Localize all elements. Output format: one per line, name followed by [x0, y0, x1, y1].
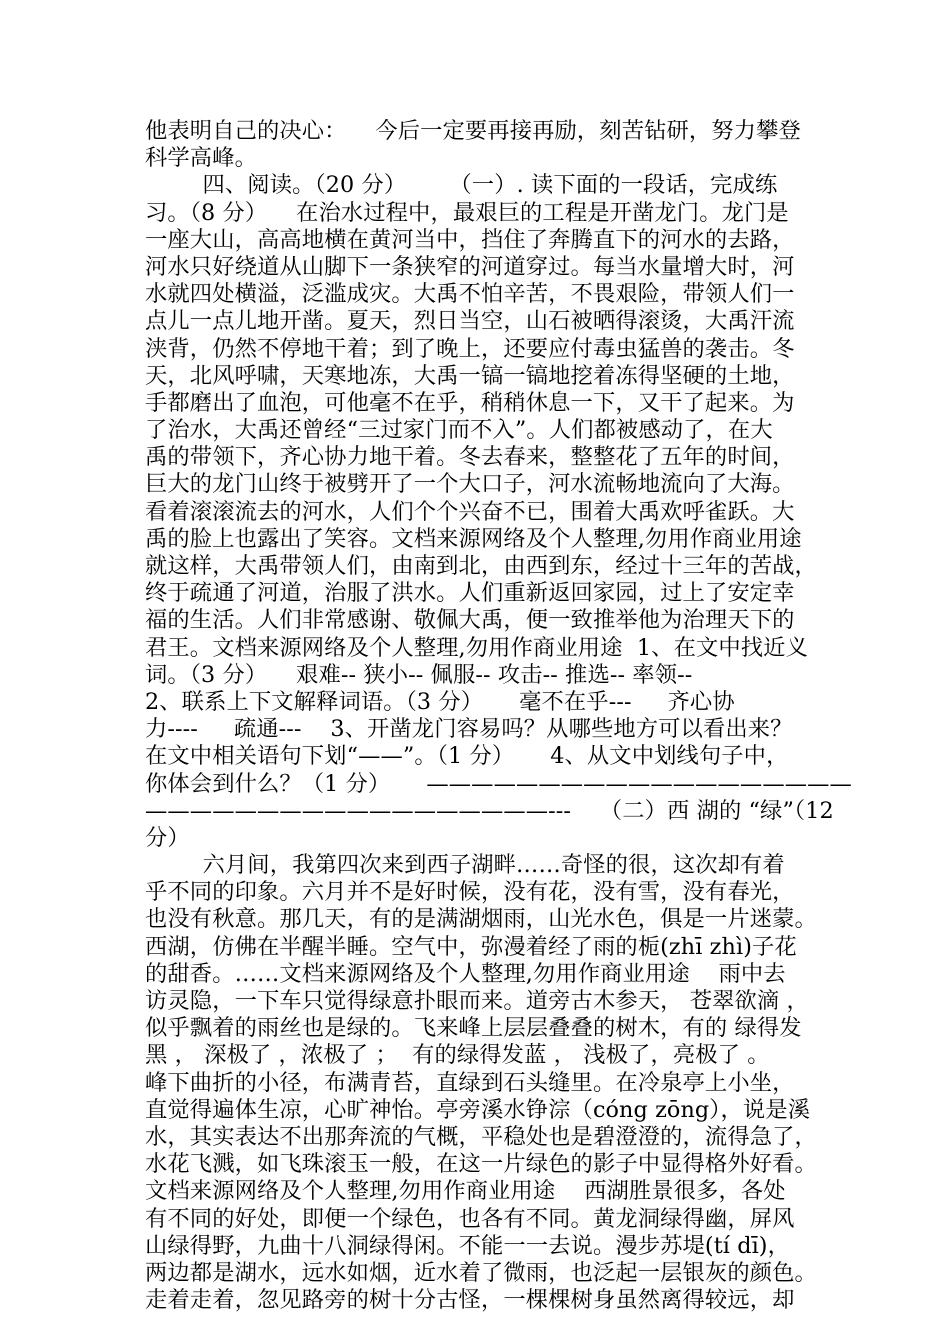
text-line: 水花飞溅，如飞珠滚玉一般，在这一片绿色的影子中显得格外好看。 — [145, 1151, 817, 1178]
text-line: 水就四处横溢，泛滥成灾。大禹不怕辛苦，不畏艰险，带领人们一 — [145, 281, 795, 308]
text-line: 习。（8 分） 在治水过程中，最艰巨的工程是开凿龙门。龙门是 — [145, 199, 789, 226]
text-line: 浃背，仍然不停地干着；到了晚上，还要应付毒虫猛兽的袭击。冬 — [145, 335, 795, 362]
text-line: 似乎飘着的雨丝也是绿的。飞来峰上层层叠叠的树木，有的 绿得发 — [145, 1015, 802, 1042]
text-line: 一座大山，高高地横在黄河当中，挡住了奔腾直下的河水的去路， — [145, 226, 795, 253]
text-line: 科学高峰。 — [145, 145, 257, 172]
text-line: 直觉得遍体生凉，心旷神怡。亭旁溪水铮淙（cóng zōng），说是溪 — [145, 1096, 811, 1123]
text-line: 分） — [145, 824, 190, 851]
text-line — [145, 1314, 815, 1341]
text-line: 终于疏通了河道，治服了洪水。人们重新返回家园，过上了安定幸 — [145, 580, 795, 607]
text-line: 巨大的龙门山终于被劈开了一个大口子，河水流畅地流向了大海。 — [145, 471, 795, 498]
text-line: 访灵隐，一下车只觉得绿意扑眼而来。道旁古木参天， 苍翠欲滴 ， — [145, 988, 809, 1014]
question-line: 词。（3 分） 艰难-- 狭小-- 佩服-- 攻击-- 推选-- 率领-- — [145, 661, 693, 688]
text-line: 两边都是湖水，远水如烟，近水着了微雨，也泛起一层银灰的颜色。 — [145, 1259, 817, 1286]
text-line: 有不同的好处，即便一个绿色，也各有不同。黄龙洞绿得幽，屏风 — [145, 1205, 795, 1232]
text-line: 峰下曲折的小径，布满青苔，直绿到石头缝里。在冷泉亭上小坐， — [145, 1069, 795, 1096]
text-line: 文档来源网络及个人整理,勿用作商业用途 西湖胜景很多，各处 — [145, 1178, 786, 1205]
text-line: 乎不同的印象。六月并不是好时候，没有花，没有雪，没有春光， — [145, 879, 795, 906]
question-line: 2、联系上下文解释词语。（3 分） 毫不在乎--- 齐心协 — [145, 688, 735, 715]
text-line: 禹的带领下，齐心协力地干着。冬去春来，整整花了五年的时间， — [145, 444, 795, 471]
section-heading-line: ——————————————————--- （二）西 湖的 “绿”（12 — [145, 797, 834, 824]
text-line: 黑 ， 深极了 ，浓极了 ； 有的绿得发蓝 ， 浅极了，亮极了 。 — [145, 1042, 770, 1069]
text-line: 手都磨出了血泡，可他毫不在乎，稍稍休息一下，又干了起来。为 — [145, 389, 795, 416]
text-line: 也没有秋意。那几天，有的是满湖烟雨，山光水色，俱是一片迷蒙。 — [145, 906, 817, 933]
text-line: 福的生活。人们非常感谢、敬佩大禹，便一致推举他为治理天下的 — [145, 607, 795, 634]
text-line: 西湖，仿佛在半醒半睡。空气中，弥漫着经了雨的栀(zhī zhì)子花 — [145, 933, 797, 960]
question-line: 在文中相关语句下划“——”。（1 分） 4、从文中划线句子中， — [145, 743, 789, 770]
question-line: 力---- 疏通--- 3、开凿龙门容易吗？从哪些地方可以看出来？ — [145, 716, 793, 743]
text-line: 山绿得野，九曲十八洞绿得闲。不能一一去说。漫步苏堤(tí dī)， — [145, 1232, 790, 1259]
text-line: 天，北风呼啸，天寒地冻，大禹一镐一镐地挖着冻得坚硬的土地， — [145, 362, 795, 389]
text-line: 看着滚滚流去的河水，人们个个兴奋不已，围着大禹欢呼雀跃。大 — [145, 498, 795, 525]
text-line: 就这样，大禹带领人们，由南到北，由西到东，经过十三年的苦战， — [145, 553, 817, 579]
text-line: 君王。文档来源网络及个人整理,勿用作商业用途 1、在文中找近义 — [145, 634, 808, 661]
document-page — [145, 118, 852, 1341]
text-line: 河水只好绕道从山脚下一条狭窄的河道穿过。每当水量增大时，河 — [145, 253, 795, 280]
text-line: 他表明自己的决心： 今后一定要再接再励，刻苦钻研，努力攀登 — [145, 118, 801, 144]
section-heading-line: 四、阅读。（20 分） （一）. 读下面的一段话，完成练 — [145, 172, 778, 199]
text-line: 走着走着，忽见路旁的树十分古怪，一棵棵树身虽然离得较远，却 — [145, 1287, 795, 1314]
text-line: 的甜香。……文档来源网络及个人整理,勿用作商业用途 雨中去 — [145, 960, 786, 987]
text-line: 六月间，我第四次来到西子湖畔……奇怪的很，这次却有着 — [145, 852, 785, 879]
question-line: 你体会到什么？（1 分） ——————————————————— — [145, 770, 852, 797]
text-line: 了治水，大禹还曾经“三过家门而不入”。人们都被感动了，在大 — [145, 417, 773, 444]
text-line: 禹的脸上也露出了笑容。文档来源网络及个人整理,勿用作商业用途 — [145, 525, 802, 552]
text-line: 水，其实表达不出那奔流的气概，平稳处也是碧澄澄的，流得急了， — [145, 1123, 817, 1150]
text-line: 点儿一点儿地开凿。夏天，烈日当空，山石被晒得滚烫，大禹汗流 — [145, 308, 795, 335]
